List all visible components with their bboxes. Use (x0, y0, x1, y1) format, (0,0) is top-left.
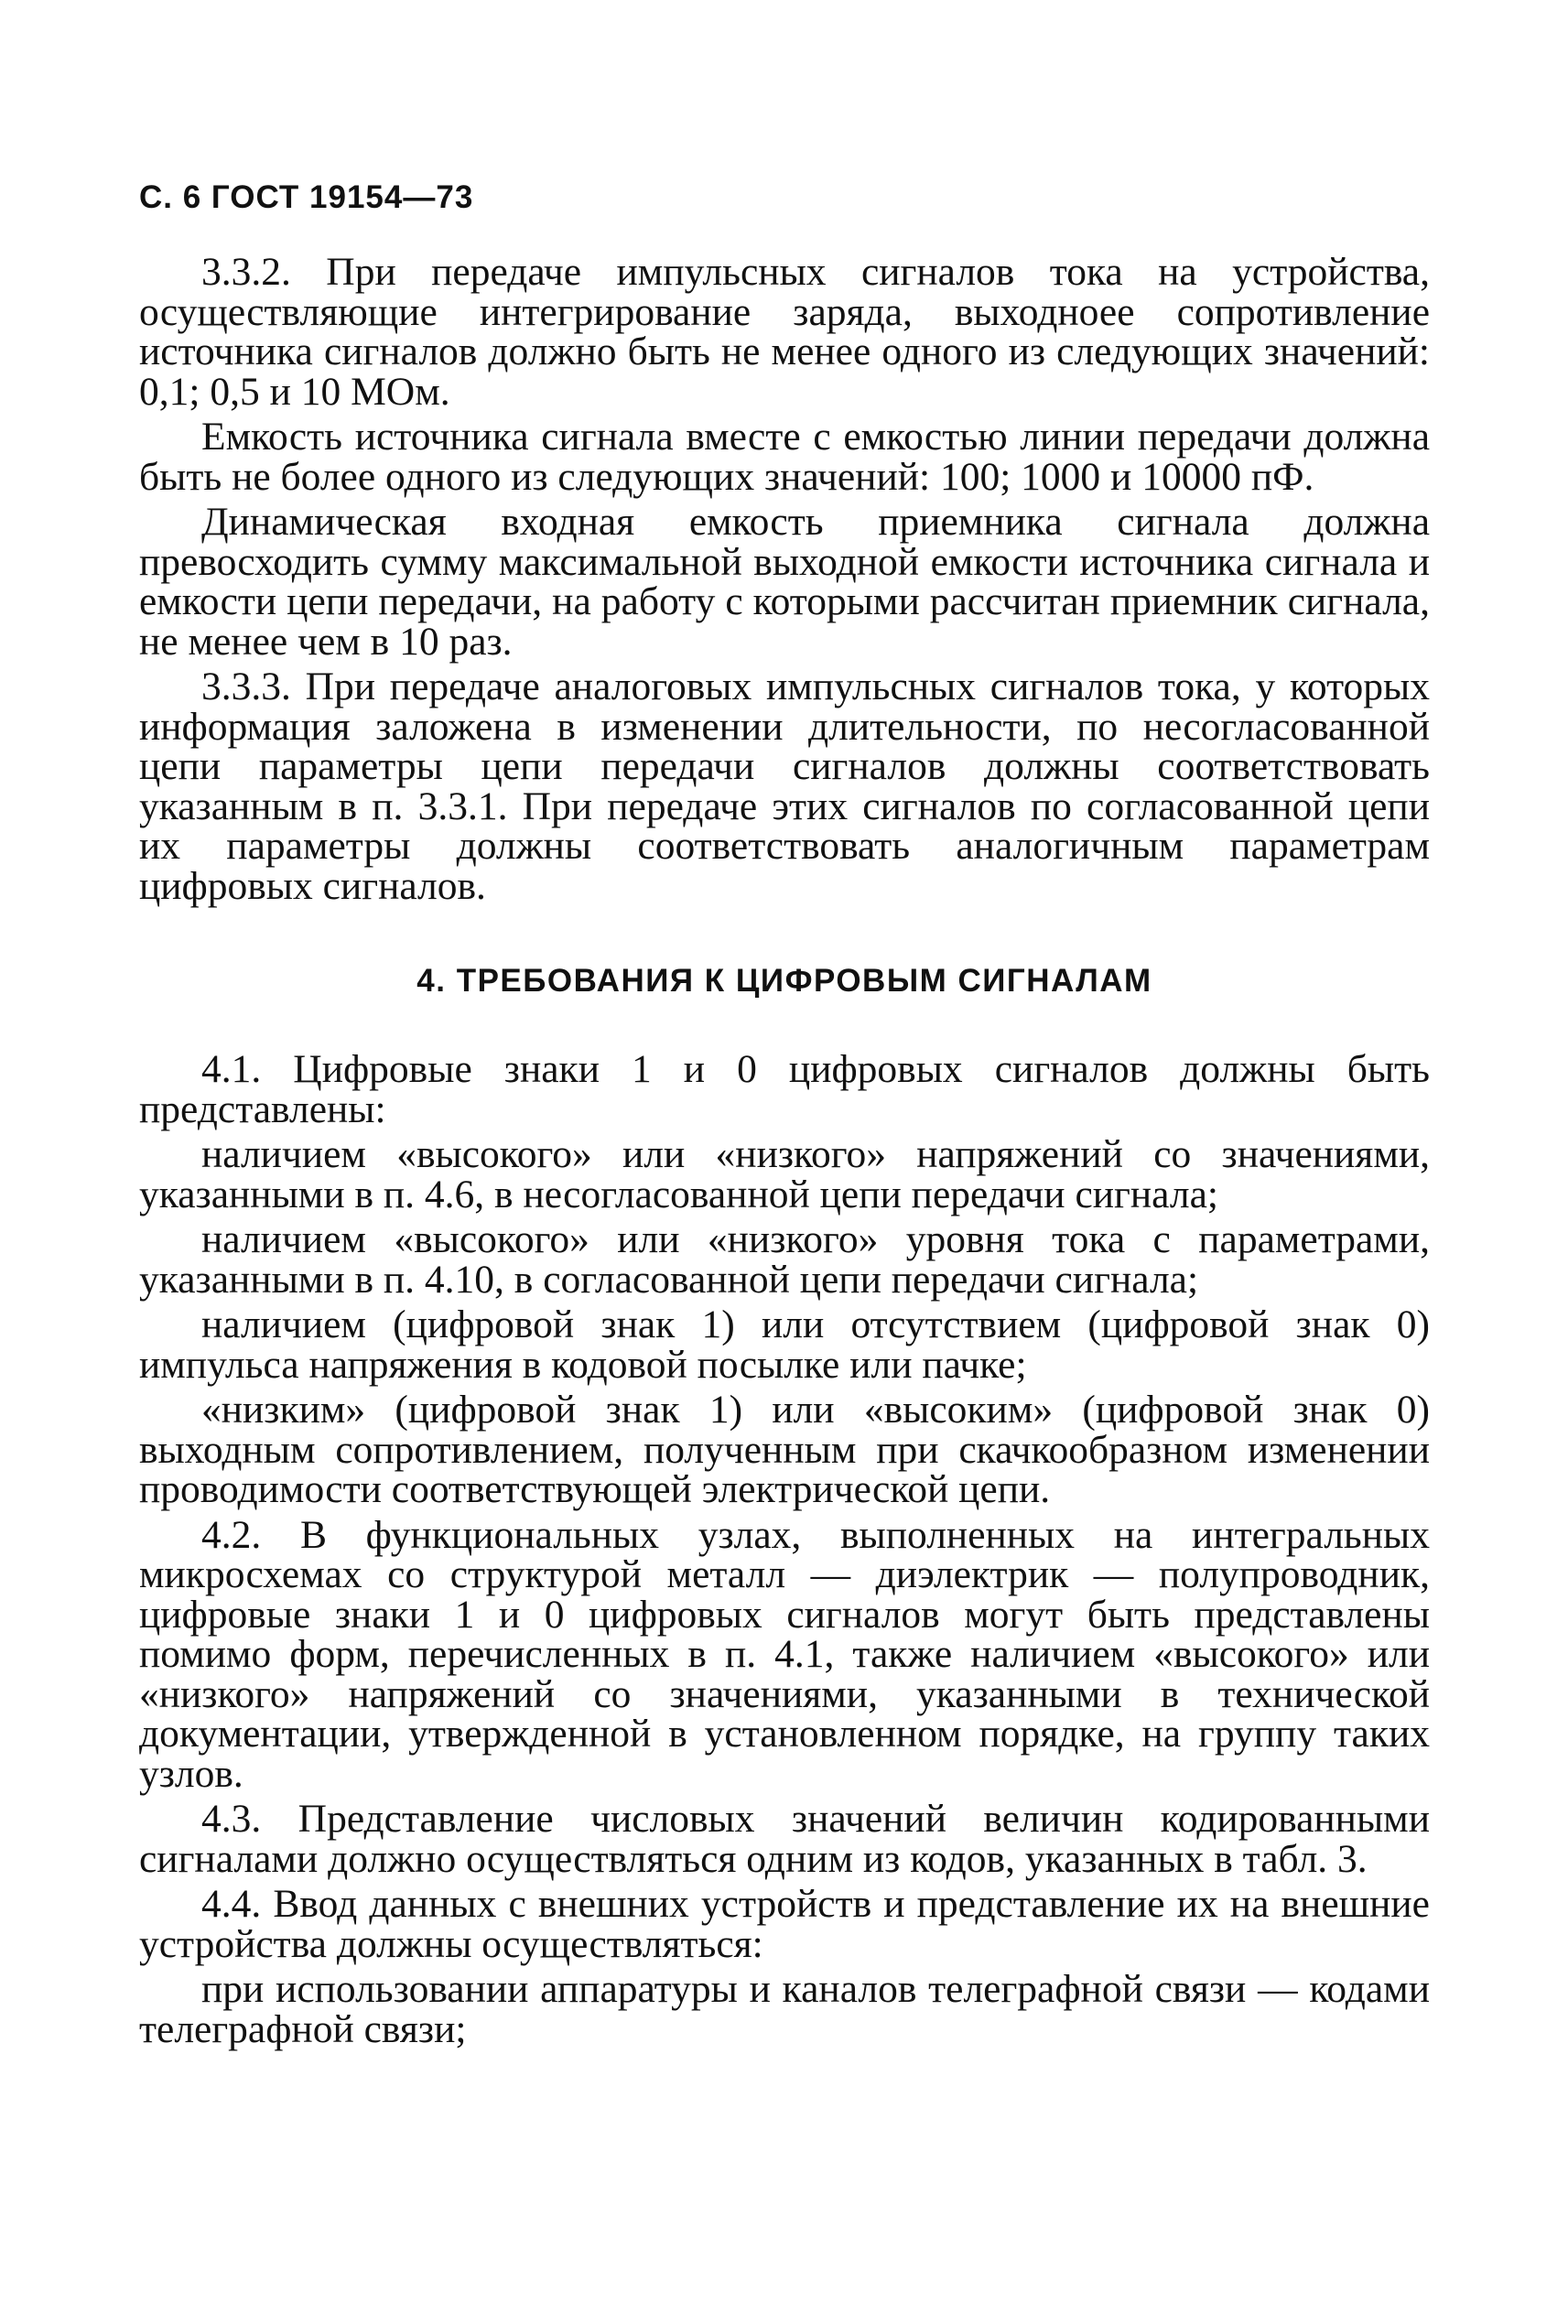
paragraph-4-4: 4.4. Ввод данных с внешних устройств и представление их на внешние устройства должны осуществляться: (139, 1882, 1430, 1966)
paragraph-4-1: 4.1. Цифровые знаки 1 и 0 цифровых сигналов должны быть представлены: (139, 1047, 1430, 1131)
paragraph-4-1-item-a: наличием «высокого» или «низкого» напряжений со значениями, указанными в п. 4.6, в несогласованной цепи передачи сигнала; (139, 1132, 1430, 1216)
paragraph-4-4-item-a: при использовании аппаратуры и каналов телеграфной связи — кодами телеграфной связи; (139, 1967, 1430, 2051)
paragraph-4-3: 4.3. Представление числовых значений величин кодированными сигналами должно осуществляться одним из кодов, указанных в табл. 3. (139, 1797, 1430, 1881)
paragraph-4-2: 4.2. В функциональных узлах, выполненных на интегральных микросхемах со структурой металл — диэлектрик — полупроводник, цифровые знаки 1 и 0 цифровых сигналов могут быть представлены помимо форм, перечисленных в п. 4.1, также наличием «высокого» или «низкого» напряжений со значениями, указанными в технической документации, утвержденной в установленном порядке, на группу таких узлов. (139, 1512, 1430, 1796)
paragraph-3-3-2: 3.3.2. При передаче импульсных сигналов тока на устройства, осуществляющие интегрирование заряда, выходноее сопротивление источника сигналов должно быть не менее одного из следующих значений: 0,1; 0,5 и 10 МОм. (139, 250, 1430, 414)
running-header: С. 6 ГОСТ 19154—73 (139, 179, 474, 215)
document-body (139, 250, 1430, 2055)
paragraph-dynamic-capacity: Динамическая входная емкость приемника сигнала должна превосходить сумму максимальной выходной емкости источника сигнала и емкости цепи передачи, на работу с которыми рассчитан приемник сигнала, не менее чем в 10 раз. (139, 500, 1430, 664)
paragraph-3-3-3: 3.3.3. При передаче аналоговых импульсных сигналов тока, у которых информация заложена в изменении длительности, по несогласованной цепи параметры цепи передачи сигналов должны соответствовать указанным в п. 3.3.1. При передаче этих сигналов по согласованной цепи их параметры должны соответствовать аналогичным параметрам цифровых сигналов. (139, 665, 1430, 908)
paragraph-4-1-item-c: наличием (цифровой знак 1) или отсутствием (цифровой знак 0) импульса напряжения в кодовой посылке или пачке; (139, 1303, 1430, 1387)
paragraph-4-1-item-d: «низким» (цифровой знак 1) или «высоким» (цифровой знак 0) выходным сопротивлением, полученным при скачкообразном изменении проводимости соответствующей электрической цепи. (139, 1388, 1430, 1511)
section-4-title: 4. ТРЕБОВАНИЯ К ЦИФРОВЫМ СИГНАЛАМ (416, 963, 1152, 999)
paragraph-4-1-item-b: наличием «высокого» или «низкого» уровня тока с параметрами, указанными в п. 4.10, в согласованной цепи передачи сигнала; (139, 1217, 1430, 1302)
paragraph-capacity: Емкость источника сигнала вместе с емкостью линии передачи должна быть не более одного из следующих значений: 100; 1000 и 10000 пФ. (139, 415, 1430, 499)
